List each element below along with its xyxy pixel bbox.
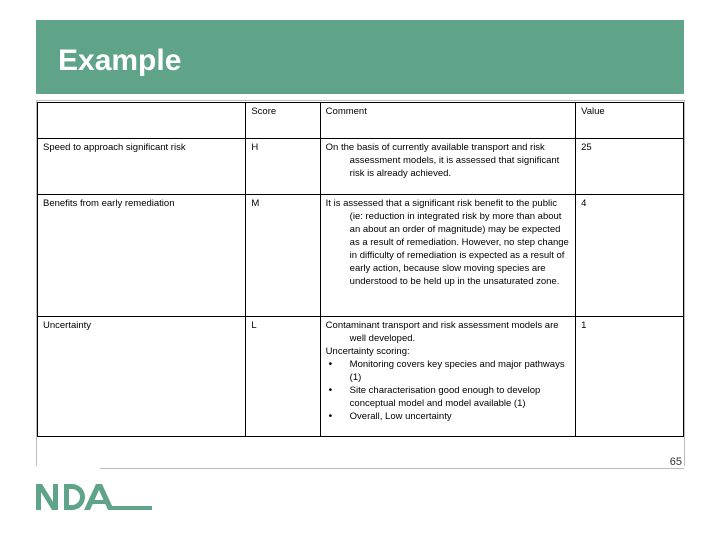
row-comment (320, 139, 575, 195)
header-value: Value (576, 103, 684, 139)
slide-title: Example (58, 44, 182, 77)
header-score: Score (246, 103, 320, 139)
row-comment-subhead: Uncertainty scoring: (325, 346, 410, 357)
row-value: 1 (576, 317, 684, 437)
row-value: 25 (576, 139, 684, 195)
table-row (38, 317, 684, 437)
uncertainty-bullet-list (326, 358, 570, 423)
footer-line (100, 468, 684, 469)
scoring-table (37, 102, 684, 437)
row-label: Uncertainty (38, 317, 246, 437)
bullet-item: • Overall, Low uncertainty (326, 410, 570, 423)
row-comment (320, 317, 575, 437)
row-comment-intro: Contaminant transport and risk assessment models are well developed. (325, 320, 559, 344)
table-row (38, 195, 684, 317)
header-empty-cell (38, 103, 246, 139)
row-comment-text: On the basis of currently available transport and risk assessment models, it is assessed that significant risk is already achieved. (325, 142, 560, 179)
header-comment: Comment (320, 103, 575, 139)
nda-logo (34, 482, 154, 516)
page-number: 65 (669, 456, 682, 468)
title-banner (36, 20, 684, 94)
bullet-item: • Monitoring covers key species and major pathways (1) (326, 358, 570, 384)
row-score: H (246, 139, 320, 195)
row-label: Speed to approach significant risk (38, 139, 246, 195)
row-score: L (246, 317, 320, 437)
bullet-item: • Site characterisation good enough to develop conceptual model and model available (1) (326, 384, 570, 410)
frame-right-line (684, 100, 685, 466)
frame-top-line (36, 100, 685, 101)
row-value: 4 (576, 195, 684, 317)
row-label: Benefits from early remediation (38, 195, 246, 317)
row-comment (320, 195, 575, 317)
table-row (38, 139, 684, 195)
table-header-row (38, 103, 684, 139)
row-comment-text: It is assessed that a significant risk benefit to the public (ie: reduction in integrated risk by more than about an about an order of magnitude) may be expected as a result of remediation. However, no step change in difficulty of remediation is expected as a result of early action, because slow moving species are understood to be held up in the unsaturated zone. (325, 198, 569, 287)
row-score: M (246, 195, 320, 317)
